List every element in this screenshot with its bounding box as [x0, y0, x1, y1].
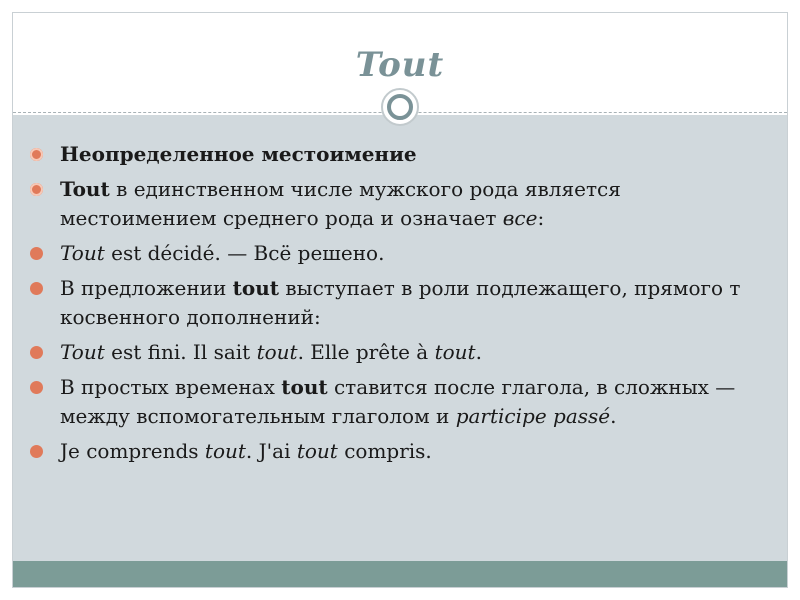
text-run: Неопределенное местоимение [60, 142, 417, 166]
text-run: . Elle prête à [297, 340, 435, 364]
text-run: Tout [60, 340, 105, 364]
text-run: Tout [60, 241, 105, 265]
bullet-text [60, 375, 735, 428]
text-run: est décidé. — Всё решено. [104, 241, 385, 265]
bullet-text [60, 340, 482, 364]
text-run: выступает в роли подлежащего, прямого т косвенного дополнений: [60, 276, 741, 329]
text-run: . [610, 404, 617, 428]
text-run: Je comprends [60, 439, 205, 463]
text-run: tout [256, 340, 298, 364]
slide [12, 12, 788, 588]
text-run: compris. [337, 439, 432, 463]
text-run: . J'ai [245, 439, 297, 463]
bullet-item [29, 239, 757, 268]
circle-ornament-icon [381, 88, 419, 126]
bullet-text [60, 276, 740, 329]
text-run: все [502, 206, 538, 230]
text-run: participe passé [455, 404, 611, 428]
bullet-text [60, 241, 384, 265]
text-run: Tout [60, 177, 110, 201]
text-run: tout [434, 340, 476, 364]
slide-title: Tout [355, 45, 445, 85]
text-run: : [537, 206, 545, 230]
text-run: est fini. Il sait [104, 340, 257, 364]
text-run: tout [232, 276, 280, 300]
bullet-text [60, 142, 417, 166]
bullet-item [29, 274, 757, 332]
circle-ornament-inner [387, 94, 413, 120]
bullet-icon [30, 282, 43, 295]
bullet-icon [30, 183, 43, 196]
text-run: в единственном числе мужского рода является местоимением среднего рода и означает [60, 177, 621, 230]
bullet-icon [30, 346, 43, 359]
bullet-item [29, 437, 757, 466]
bullet-list [29, 140, 757, 472]
bullet-text [60, 177, 621, 230]
bullet-icon [30, 148, 43, 161]
text-run: tout [204, 439, 246, 463]
text-run: В предложении [60, 276, 233, 300]
text-run: ставится после глагола, в сложных — между вспомогательным глаголом и [60, 375, 736, 428]
text-run: tout [281, 375, 328, 399]
text-run: . [475, 340, 482, 364]
text-run: tout [296, 439, 338, 463]
bullet-item [29, 140, 757, 169]
bullet-icon [30, 445, 43, 458]
bullet-item [29, 373, 757, 431]
bullet-item [29, 338, 757, 367]
bullet-icon [30, 247, 43, 260]
footer-bar [13, 561, 787, 587]
text-run: В простых временах [60, 375, 282, 399]
bullet-text [60, 439, 432, 463]
bullet-icon [30, 381, 43, 394]
bullet-item [29, 175, 757, 233]
